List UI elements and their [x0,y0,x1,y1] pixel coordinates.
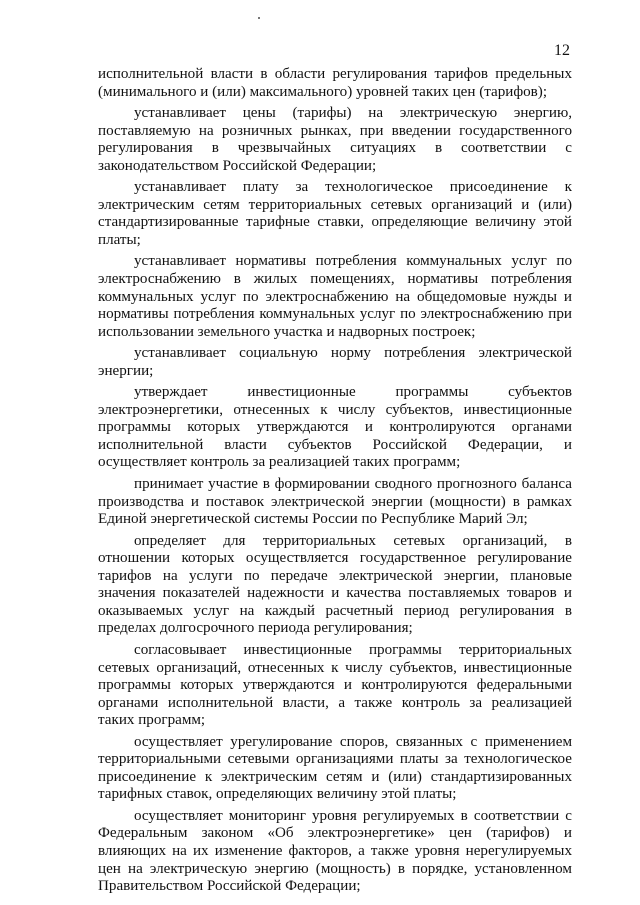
page-number: 12 [554,42,570,59]
paragraph: осуществляет мониторинг уровня регулируемых в соответствии с Федеральным законом «Об электроэнергетике» цен (тарифов) и влияющих на их изменение факторов, а также уровня нерегулируемых цен на электрическую энергию (мощность) в порядке, установленном Правительством Российской Федерации; [98,807,572,895]
document-body [98,66,572,900]
paragraph: устанавливает цены (тарифы) на электрическую энергию, поставляемую на розничных рынках, при введении государственного регулирования в чрезвычайных ситуациях в соответствии с законодательством Российской Федерации; [98,105,572,174]
paragraph: устанавливает нормативы потребления коммунальных услуг по электроснабжению в жилых помещениях, нормативы потребления коммунальных услуг по электроснабжению на общедомовые нужды и нормативы потребления коммунальных услуг по электроснабжению при использовании земельного участка и надворных построек; [98,253,572,340]
paragraph: согласовывает инвестиционные программы территориальных сетевых организаций, отнесенных к числу субъектов, инвестиционные программы которых утверждаются и контролируются федеральными органами исполнительной власти, а также контроль за реализацией таких программ; [98,641,572,729]
paragraph: осуществляет урегулирование споров, связанных с применением территориальными сетевыми организациями платы за технологическое присоединение к электрическим сетям и (или) стандартизированных тарифных ставок, определяющих величину этой платы; [98,733,572,803]
paragraph: определяет для территориальных сетевых организаций, в отношении которых осуществляется государственное регулирование тарифов на услуги по передаче электрической энергии, плановые значения показателей надежности и качества поставляемых товаров и оказываемых услуг на каждый расчетный период регулирования в пределах долгосрочного периода регулирования; [98,532,572,637]
paragraph: утверждает инвестиционные программы субъектов электроэнергетики, отнесенных к числу субъектов, инвестиционные программы которых утверждаются и контролируются органами исполнительной власти субъектов Российской Федерации, и осуществляет контроль за реализацией таких программ; [98,384,572,471]
scan-mark [258,17,260,19]
paragraph: устанавливает плату за технологическое присоединение к электрическим сетям территориальных сетевых организаций и (или) стандартизированные тарифные ставки, определяющие величину этой платы; [98,179,572,248]
paragraph-continuation: исполнительной власти в области регулирования тарифов предельных (минимального и (или) максимального) уровней таких цен (тарифов); [98,66,572,100]
paragraph: принимает участие в формировании сводного прогнозного баланса производства и поставок электрической энергии (мощности) в рамках Единой энергетической системы России по Республике Марий Эл; [98,476,572,528]
paragraph: устанавливает социальную норму потребления электрической энергии; [98,345,572,379]
